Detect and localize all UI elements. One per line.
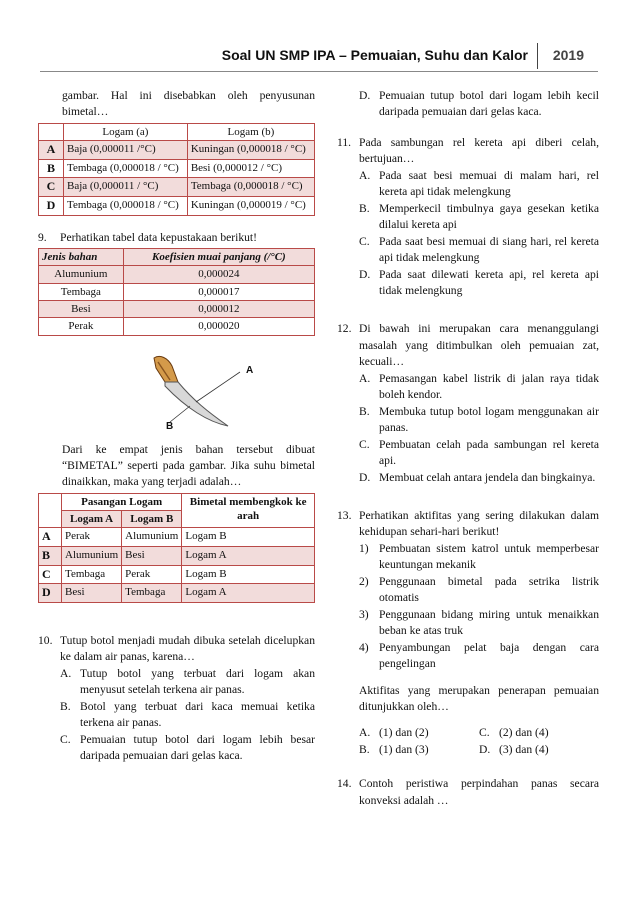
question-9: 9. Perhatikan tabel data kepustakaan berikut! [38, 230, 258, 244]
table-expansion-coefficients [38, 248, 315, 335]
option-b: B. Botol yang terbuat dari kaca memuai ketika terkena air panas. [60, 699, 315, 730]
option-c: C. Pembuatan celah pada sambungan rel kereta api. [359, 437, 599, 468]
table-row: D Besi Tembaga Logam A [39, 584, 315, 603]
header-rule [40, 71, 598, 72]
table-row: D Tembaga (0,000018 / °C) Kuningan (0,000019 / °C) [39, 196, 315, 215]
option-b: B. Membuka tutup botol logam menggunakan air panas. [359, 404, 599, 435]
table-row: Alumunium 0,000024 [39, 266, 315, 283]
question-13-prompt: Aktifitas yang merupakan penerapan pemuaian ditunjukkan oleh… [359, 683, 599, 713]
header-logam-b: Logam (b) [187, 123, 314, 140]
bimetal-knife-figure [38, 350, 315, 432]
table-row: A Perak Alumunium Logam B [39, 528, 315, 547]
table-header-row: Pasangan Logam Bimetal membengkok ke arah [39, 493, 315, 510]
question-13-options [359, 725, 599, 758]
option-a: A. (1) dan (2) [359, 726, 429, 740]
figure-label-a: A [246, 364, 254, 376]
table-row: A Baja (0,000011 /°C) Kuningan (0,000018 / °C) [39, 141, 315, 160]
header-year: 2019 [552, 47, 584, 63]
option-c: C. Pemuaian tutup botol dari logam lebih besar daripada pemuaian dari gelas kaca. [60, 732, 315, 763]
right-column [337, 88, 599, 809]
table-row: Perak 0,000020 [39, 318, 315, 335]
table-row: B Tembaga (0,000018 / °C) Besi (0,000012 / °C) [39, 159, 315, 178]
table-header-row [39, 123, 315, 140]
question-11: 11. Pada sambungan rel kereta api diberi celah, bertujuan… A. Pada saat besi memuai di malam hari, rel kereta api tidak melengkung B. Memperkecil timbulnya gaya gesekan ketika dilalui kereta api C. Pada saat besi memuai di siang hari, rel kereta api tidak melengkung D. Pada saat dilewati kereta api, rel kereta api tidak melengkung [337, 135, 599, 300]
table-row: B Alumunium Besi Logam A [39, 547, 315, 566]
table-row: C Tembaga Perak Logam B [39, 565, 315, 584]
table-row: Besi 0,000012 [39, 300, 315, 317]
question-13: 13. Perhatikan aktifitas yang sering dilakukan dalam kehidupan sehari-hari berikut! 1) Pembuatan sistem katrol untuk memperbesar keuntungan mekanik 2) Penggunaan bimetal pada setrika listrik otomatis 3) Penggunaan bidang miring untuk menaikkan beban ke atas truk 4) Penyambungan pelat baja dengan cara pengelingan Aktifitas yang merupakan penerapan pemuaian ditunjukkan oleh… A. (1) dan (2) C. (2) dan (4) B. (1) dan (3) D. (3) dan (4) [337, 508, 599, 758]
option-a: A. Pada saat besi memuai di malam hari, rel kereta api tidak melengkung [359, 168, 599, 199]
option-a: A. Tutup botol yang terbuat dari logam akan menyusut setelah terkena air panas. [60, 666, 315, 697]
table-bimetal-options [38, 123, 315, 216]
question-10: 10. Tutup botol menjadi mudah dibuka setelah dicelupkan ke dalam air panas, karena… A. Tutup botol yang terbuat dari logam akan menyusut setelah terkena air panas. B. Botol yang terbuat dari kaca memuai ketika terkena air panas. C. Pemuaian tutup botol dari logam lebih besar daripada pemuaian dari gelas kaca. [38, 633, 315, 765]
option-d: D. Pada saat dilewati kereta api, rel kereta api tidak melengkung [359, 267, 599, 297]
activity-item: 4) Penyambungan pelat baja dengan cara pengelingan [359, 640, 599, 671]
table-row: C Baja (0,000011 / °C) Tembaga (0,000018 / °C) [39, 178, 315, 197]
table-row: Tembaga 0,000017 [39, 283, 315, 300]
table-bimetal-answers [38, 493, 315, 603]
activity-item: 1) Pembuatan sistem katrol untuk memperbesar keuntungan mekanik [359, 541, 599, 572]
option-c: C. Pada saat besi memuai di siang hari, rel kereta api tidak melengkung [359, 234, 599, 265]
option-b: B. Memperkecil timbulnya gaya gesekan ketika dilalui kereta api [359, 201, 599, 232]
table-header-row: Logam A Logam B [39, 511, 315, 528]
option-d: D. Membuat celah antara jendela dan bingkainya. [359, 470, 596, 484]
header-separator [537, 43, 539, 69]
q8-continuation: gambar. Hal ini disebabkan oleh penyusunan bimetal… [62, 89, 315, 119]
activity-item: 2) Penggunaan bimetal pada setrika listrik otomatis [359, 574, 599, 605]
question-9-description: Dari ke empat jenis bahan tersebut dibuat “BIMETAL” seperti pada gambar. Jika suhu bimetal dinaikkan, maka yang terjadi adalah… [62, 442, 315, 489]
activity-item: 3) Penggunaan bidang miring untuk menaikkan beban ke atas truk [359, 607, 599, 638]
option-a: A. Pemasangan kabel listrik di jalan raya tidak boleh kendor. [359, 371, 599, 402]
bimetal-strip-icon [138, 350, 258, 432]
figure-label-b: B [166, 420, 174, 432]
option-c: C. (2) dan (4) [479, 726, 549, 740]
left-column [38, 88, 315, 764]
question-10-option-d: D. Pemuaian tutup botol dari logam lebih kecil daripada pemuaian dari gelas kaca. [359, 89, 599, 119]
page-header [40, 43, 598, 73]
header-logam-a: Logam (a) [64, 123, 188, 140]
question-12: 12. Di bawah ini merupakan cara menanggulangi masalah yang ditimbulkan oleh pemuaian zat, kecuali… A. Pemasangan kabel listrik di jalan raya tidak boleh kendor. B. Membuka tutup botol logam menggunakan air panas. C. Pembuatan celah pada sambungan rel kereta api. D. Membuat celah antara jendela dan bingkainya. [337, 321, 599, 486]
option-b: B. (1) dan (3) [359, 742, 429, 756]
header-title: Soal UN SMP IPA – Pemuaian, Suhu dan Kalor [221, 47, 528, 63]
question-14: 14. Contoh peristiwa perpindahan panas secara konveksi adalah … [337, 777, 599, 807]
table-header-row: Jenis bahan Koefisien muai panjang (/°C) [39, 249, 315, 266]
option-d: D. (3) dan (4) [479, 742, 549, 756]
